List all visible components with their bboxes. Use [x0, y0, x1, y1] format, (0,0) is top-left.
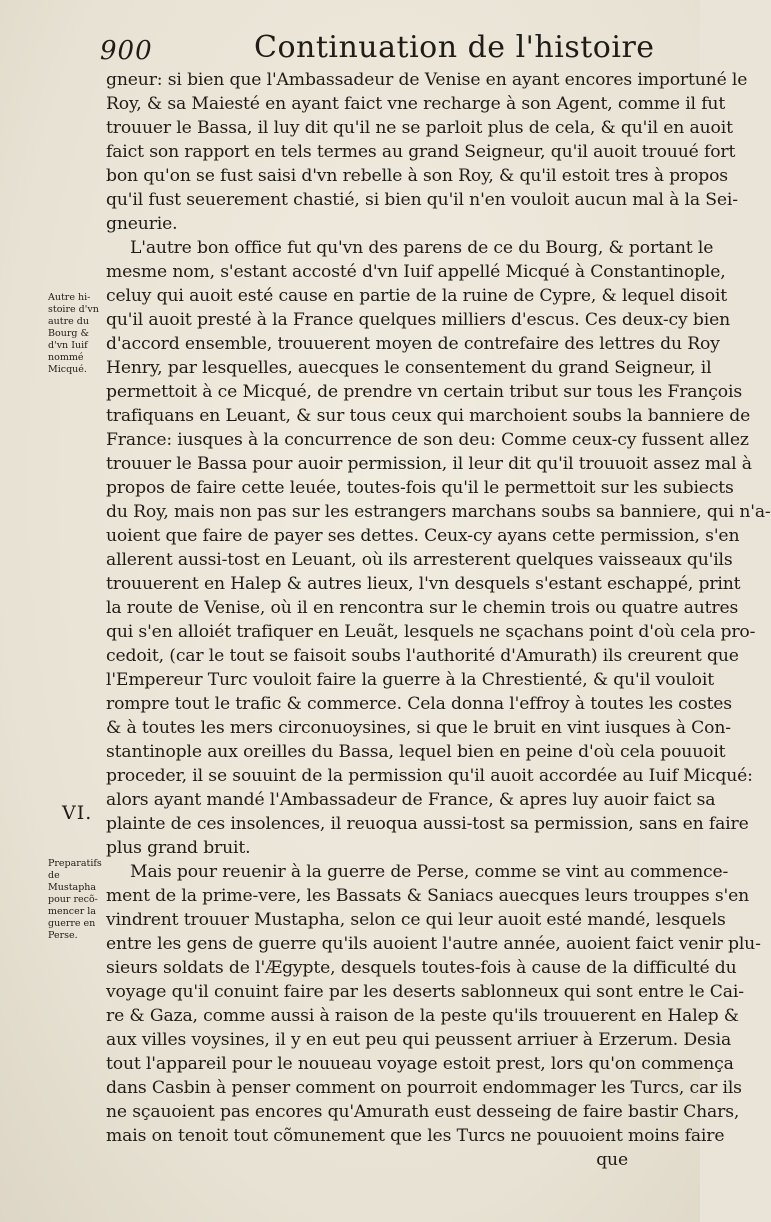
- text-line: qui s'en alloiét trafiquer en Leuãt, lesquels ne sçachans point d'où cela pro-: [106, 622, 756, 642]
- text-line: aux villes voysines, il y en eut peu qui peussent arriuer à Erzerum. Desia: [106, 1030, 732, 1050]
- text-line: entre les gens de guerre qu'ils auoient l'autre année, auoient faict venir plu-: [106, 934, 761, 954]
- text-line: re & Gaza, comme aussi à raison de la peste qu'ils trouuerent en Halep &: [106, 1006, 739, 1026]
- margin-note-line: stoire d'vn: [48, 304, 99, 315]
- text-line: mais on tenoit tout cõmunement que les Turcs ne pouuoient moins faire: [106, 1126, 725, 1146]
- text-line: alors ayant mandé l'Ambassadeur de France, & apres luy auoir faict sa: [106, 790, 716, 810]
- text-line: trouuer le Bassa pour auoir permission, il leur dit qu'il trouuoit assez mal à: [106, 454, 752, 474]
- paragraph-start-line: Mais pour reuenir à la guerre de Perse, comme se vint au commence-: [130, 862, 729, 882]
- text-line: la route de Venise, où il en rencontra sur le chemin trois ou quatre autres: [106, 598, 739, 618]
- margin-note-line: pour recõ-: [48, 894, 98, 905]
- text-line: qu'il fust seuerement chastié, si bien qu'il n'en vouloit aucun mal à la Sei-: [106, 190, 738, 210]
- margin-note-line: de Mustapha: [48, 870, 97, 893]
- text-line: Roy, & sa Maiesté en ayant faict vne recharge à son Agent, comme il fut: [106, 94, 726, 114]
- margin-note-line: Preparatifs: [48, 858, 102, 869]
- margin-note-line: mencer la: [48, 906, 96, 917]
- text-line: vindrent trouuer Mustapha, selon ce qui leur auoit esté mandé, lesquels: [106, 910, 726, 930]
- text-line: stantinople aux oreilles du Bassa, lequel bien en peine d'où cela pouuoit: [106, 742, 726, 762]
- text-line: l'Empereur Turc vouloit faire la guerre à la Chrestienté, & qu'il vouloit: [106, 670, 714, 690]
- text-line: trouuerent en Halep & autres lieux, l'vn desquels s'estant eschappé, print: [106, 574, 741, 594]
- text-line: Henry, par lesquelles, auecques le consentement du grand Seigneur, il: [106, 358, 712, 378]
- text-line: ne sçauoient pas encores qu'Amurath eust desseing de faire bastir Chars,: [106, 1102, 740, 1122]
- text-line: trafiquans en Leuant, & sur tous ceux qui marchoient soubs la banniere de: [106, 406, 751, 426]
- page-header: [100, 30, 660, 70]
- text-line: plainte de ces insolences, il reuoqua aussi-tost sa permission, sans en faire: [106, 814, 749, 834]
- paragraph-start-line: L'autre bon office fut qu'vn des parens de ce du Bourg, & portant le: [130, 238, 714, 258]
- text-line: permettoit à ce Micqué, de prendre vn certain tribut sur tous les François: [106, 382, 742, 402]
- margin-note-line: d'vn Iuif: [48, 340, 88, 351]
- text-line: bon qu'on se fust saisi d'vn rebelle à son Roy, & qu'il estoit tres à propos: [106, 166, 728, 186]
- margin-note-line: nommé: [48, 352, 84, 363]
- text-line: voyage qu'il conuint faire par les deserts sablonneux qui sont entre le Cai-: [106, 982, 744, 1002]
- text-line: propos de faire cette leuée, toutes-fois qu'il le permettoit sur les subiects: [106, 478, 734, 498]
- text-line: rompre tout le trafic & commerce. Cela donna l'effroy à toutes les costes: [106, 694, 732, 714]
- text-line: gneur: si bien que l'Ambassadeur de Venise en ayant encores importuné le: [106, 70, 748, 90]
- text-line: du Roy, mais non pas sur les estrangers marchans soubs sa banniere, qui n'a-: [106, 502, 771, 522]
- text-line: allerent aussi-tost en Leuant, où ils arresterent quelques vaisseaux qu'ils: [106, 550, 733, 570]
- margin-note-line: guerre en: [48, 918, 96, 929]
- text-line: proceder, il se souuint de la permission qu'il auoit accordée au Iuif Micqué:: [106, 766, 753, 786]
- catchword: que: [596, 1150, 628, 1170]
- text-line: cedoit, (car le tout se faisoit soubs l'authorité d'Amurath) ils creurent que: [106, 646, 739, 666]
- margin-note-line: Autre hi-: [48, 292, 91, 303]
- text-line: celuy qui auoit esté cause en partie de la ruine de Cypre, & lequel disoit: [106, 286, 727, 306]
- text-line: sieurs soldats de l'Ægypte, desquels toutes-fois à cause de la difficulté du: [106, 958, 737, 978]
- section-number: VI.: [62, 802, 93, 824]
- text-line: & à toutes les mers circonuoysines, si que le bruit en vint iusques à Con-: [106, 718, 731, 738]
- text-line: tout l'appareil pour le nouueau voyage estoit prest, lors qu'on commença: [106, 1054, 734, 1074]
- text-line: France: iusques à la concurrence de son deu: Comme ceux-cy fussent allez: [106, 430, 749, 450]
- margin-note-bourg-juif: [48, 292, 104, 376]
- text-line: gneurie.: [106, 214, 178, 234]
- margin-note-preparatifs: [48, 858, 104, 942]
- running-title: Continuation de l'histoire: [254, 30, 655, 65]
- text-line: ment de la prime-vere, les Bassats & Saniacs auecques leurs trouppes s'en: [106, 886, 750, 906]
- body-text: [106, 68, 771, 1172]
- text-line: mesme nom, s'estant accosté d'vn Iuif appellé Micqué à Constantinople,: [106, 262, 726, 282]
- page-number: 900: [100, 36, 153, 66]
- margin-note-line: Micqué.: [48, 364, 87, 375]
- margin-note-line: Bourg &: [48, 328, 89, 339]
- text-line: d'accord ensemble, trouuerent moyen de contrefaire des lettres du Roy: [106, 334, 720, 354]
- text-line: faict son rapport en tels termes au grand Seigneur, qu'il auoit trouué fort: [106, 142, 736, 162]
- text-line: dans Casbin à penser comment on pourroit endommager les Turcs, car ils: [106, 1078, 742, 1098]
- text-line: qu'il auoit presté à la France quelques milliers d'escus. Ces deux-cy bien: [106, 310, 731, 330]
- text-line: trouuer le Bassa, il luy dit qu'il ne se parloit plus de cela, & qu'il en auoit: [106, 118, 733, 138]
- margin-note-line: Perse.: [48, 930, 78, 941]
- text-line: uoient que faire de payer ses dettes. Ceux-cy ayans cette permission, s'en: [106, 526, 740, 546]
- text-line: plus grand bruit.: [106, 838, 251, 858]
- margin-note-line: autre du: [48, 316, 89, 327]
